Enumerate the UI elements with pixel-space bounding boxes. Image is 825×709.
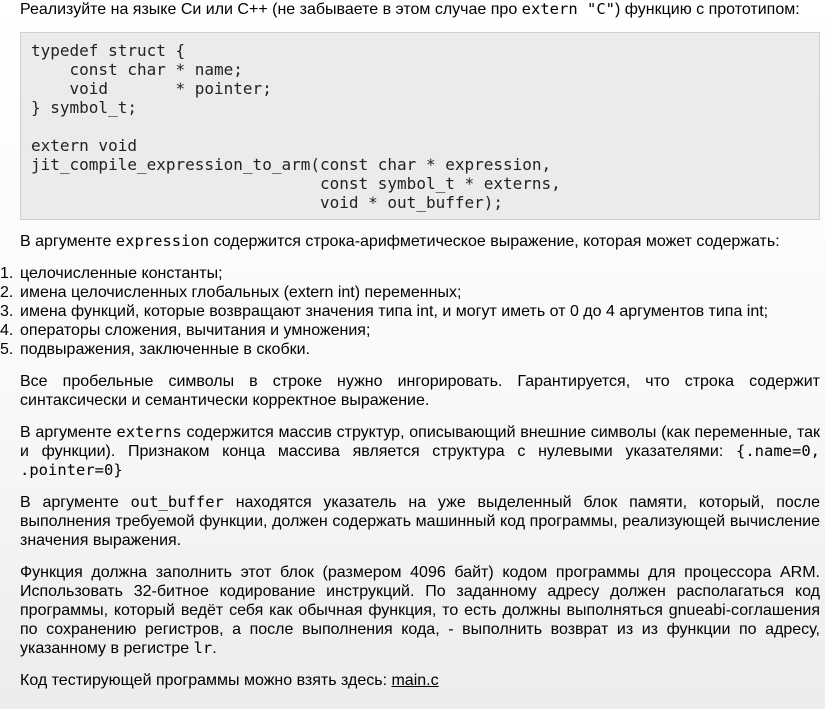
intro-paragraph xyxy=(20,0,820,19)
inline-code-lr: lr xyxy=(193,639,213,657)
list-item xyxy=(0,283,820,302)
list-item-text: целочисленные константы; xyxy=(20,265,223,282)
intro-text-end: ) функцию с прототипом: xyxy=(615,1,800,18)
expression-features-list xyxy=(0,264,820,359)
list-item-number: 3. xyxy=(0,303,14,320)
whitespace-paragraph: Все пробельные символы в строке нужно ингорировать. Гарантируется, что строка содержит синтаксически и семантически корректное выражение. xyxy=(20,373,820,409)
list-item xyxy=(0,264,820,283)
list-item xyxy=(0,302,820,321)
list-item-text: имена целочисленных глобальных (extern int) переменных; xyxy=(20,284,462,301)
out-buffer-paragraph xyxy=(20,493,820,550)
inline-code-externs: externs xyxy=(116,423,182,441)
list-item-number: 2. xyxy=(0,284,14,301)
arm-paragraph xyxy=(20,563,820,658)
list-item-text: имена функций, которые возвращают значения типа int, и могут иметь от 0 до 4 аргументов типа int; xyxy=(20,303,769,320)
arm-text: Функция должна заполнить этот блок (размером 4096 байт) кодом программы для процессора ARM. Использовать 32-битное кодирование инструкций. По заданному адресу должен располагаться код программы, который ведёт себя как обычная функция, то есть должны выполняться gnueabi-соглашения по сохранению регистров, а после выполнения кода, - выполнить возврат из из функции по адресу, указанному в регистре xyxy=(20,564,820,657)
inline-code-expression: expression xyxy=(115,232,210,250)
externs-text-middle: содержится массив структур, описывающий внешние символы (как переменные, так и функции). Признаком конца массива является структура с нулевыми указателями: xyxy=(20,424,821,460)
test-program-paragraph xyxy=(20,671,820,690)
intro-text: Реализуйте на языке Си или C++ (не забываете в этом случае про xyxy=(20,1,522,18)
externs-paragraph xyxy=(20,423,820,480)
list-item xyxy=(0,340,820,359)
externs-text: В аргументе xyxy=(20,424,117,441)
inline-code-extern-c: extern "C" xyxy=(521,0,615,18)
buffer-text: В аргументе xyxy=(20,494,131,511)
expression-paragraph xyxy=(20,232,820,251)
list-item-text: подвыражения, заключенные в скобки. xyxy=(20,341,310,358)
prototype-code-block: typedef struct { const char * name; void * pointer; } symbol_t; extern void jit_compile_expression_to_arm(const char * expression, const symbol_t * externs, void * out_buffer); xyxy=(20,32,820,220)
list-item-number: 4. xyxy=(0,322,14,339)
arm-text-end: . xyxy=(212,640,217,657)
list-item-number: 1. xyxy=(0,265,14,282)
list-item-number: 5. xyxy=(0,341,14,358)
buffer-text-end: находятся указатель на уже выделенный блок памяти, который, после выполнения требуемой функции, должен содержать машинный код программы, реализующей вычисление значения выражения. xyxy=(20,494,820,549)
inline-code-terminator: {.name=0, .pointer=0} xyxy=(20,442,820,479)
list-item xyxy=(0,321,820,340)
expression-text-end: содержится строка-арифметическое выражение, которая может содержать: xyxy=(209,233,780,250)
main-c-link[interactable]: main.c xyxy=(391,672,439,689)
list-item-text: операторы сложения, вычитания и умножения; xyxy=(20,322,371,339)
inline-code-out-buffer: out_buffer xyxy=(130,493,224,511)
expression-text: В аргументе xyxy=(20,233,116,250)
test-program-text: Код тестирующей программы можно взять здесь: xyxy=(20,672,392,689)
